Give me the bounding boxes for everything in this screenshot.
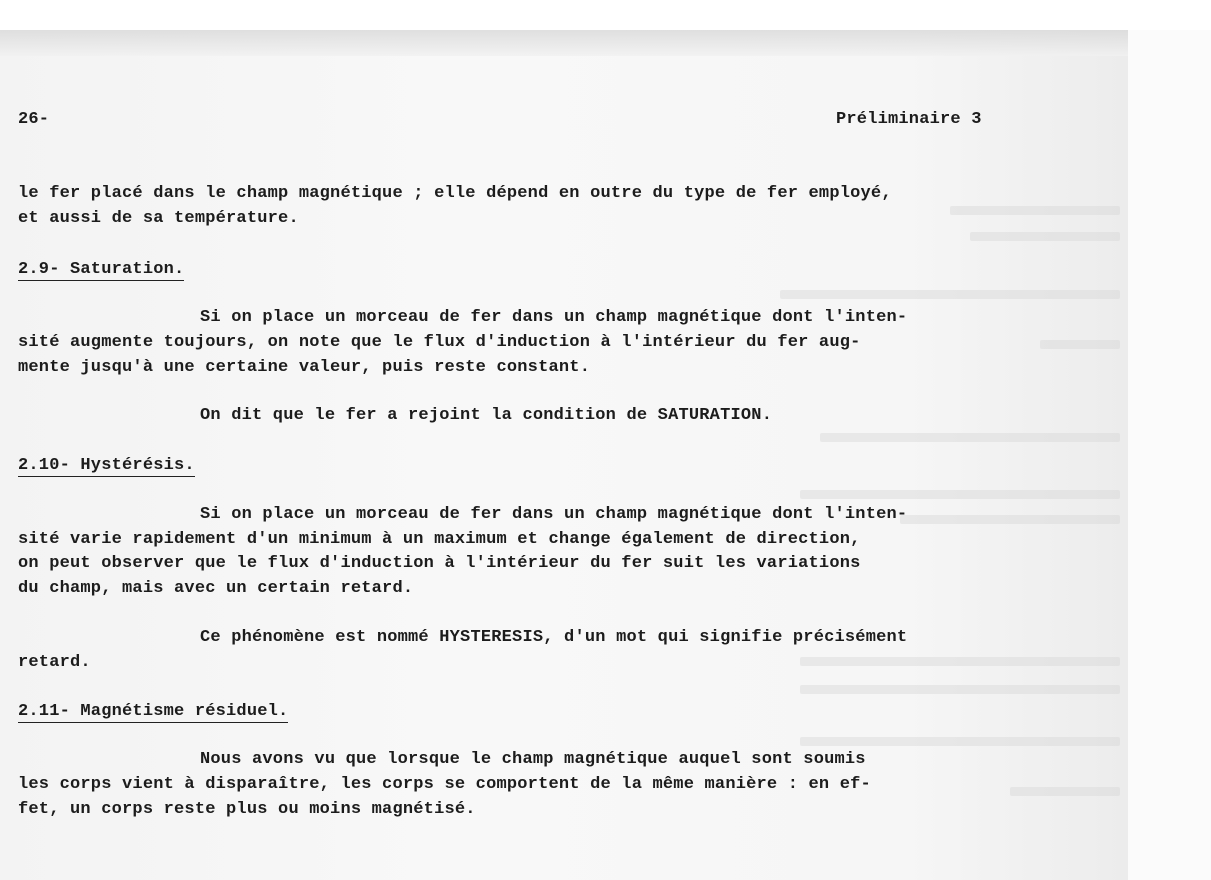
body-line: Ce phénomène est nommé HYSTERESIS, d'un mot qui signifie précisément bbox=[200, 628, 908, 647]
body-line: mente jusqu'à une certaine valeur, puis reste constant. bbox=[18, 358, 591, 377]
body-line: les corps vient à disparaître, les corps se comportent de la même manière : en ef- bbox=[18, 775, 871, 794]
section-heading bbox=[18, 454, 195, 478]
body-line: fet, un corps reste plus ou moins magnétisé. bbox=[18, 800, 476, 819]
body-line: On dit que le fer a rejoint la condition de SATURATION. bbox=[200, 406, 773, 425]
section-heading-text: 2.9- Saturation. bbox=[18, 260, 185, 279]
body-line: le fer placé dans le champ magnétique ; elle dépend en outre du type de fer employé, bbox=[18, 184, 892, 203]
body-line: retard. bbox=[18, 653, 91, 672]
body-line: Nous avons vu que lorsque le champ magnétique auquel sont soumis bbox=[200, 750, 866, 769]
page-number: 26- bbox=[18, 110, 50, 129]
body-line: sité augmente toujours, on note que le flux d'induction à l'intérieur du fer aug- bbox=[18, 333, 861, 352]
body-line: Si on place un morceau de fer dans un champ magnétique dont l'inten- bbox=[200, 308, 908, 327]
section-heading bbox=[18, 700, 288, 724]
running-header: Préliminaire 3 bbox=[836, 110, 982, 129]
body-line: du champ, mais avec un certain retard. bbox=[18, 579, 414, 598]
section-heading-text: 2.11- Magnétisme résiduel. bbox=[18, 702, 289, 721]
section-heading bbox=[18, 258, 184, 282]
body-line: et aussi de sa température. bbox=[18, 209, 299, 228]
body-line: Si on place un morceau de fer dans un champ magnétique dont l'inten- bbox=[200, 505, 908, 524]
body-line: on peut observer que le flux d'induction à l'intérieur du fer suit les variations bbox=[18, 554, 861, 573]
body-line: sité varie rapidement d'un minimum à un maximum et change également de direction, bbox=[18, 530, 861, 549]
section-heading-text: 2.10- Hystérésis. bbox=[18, 456, 195, 475]
